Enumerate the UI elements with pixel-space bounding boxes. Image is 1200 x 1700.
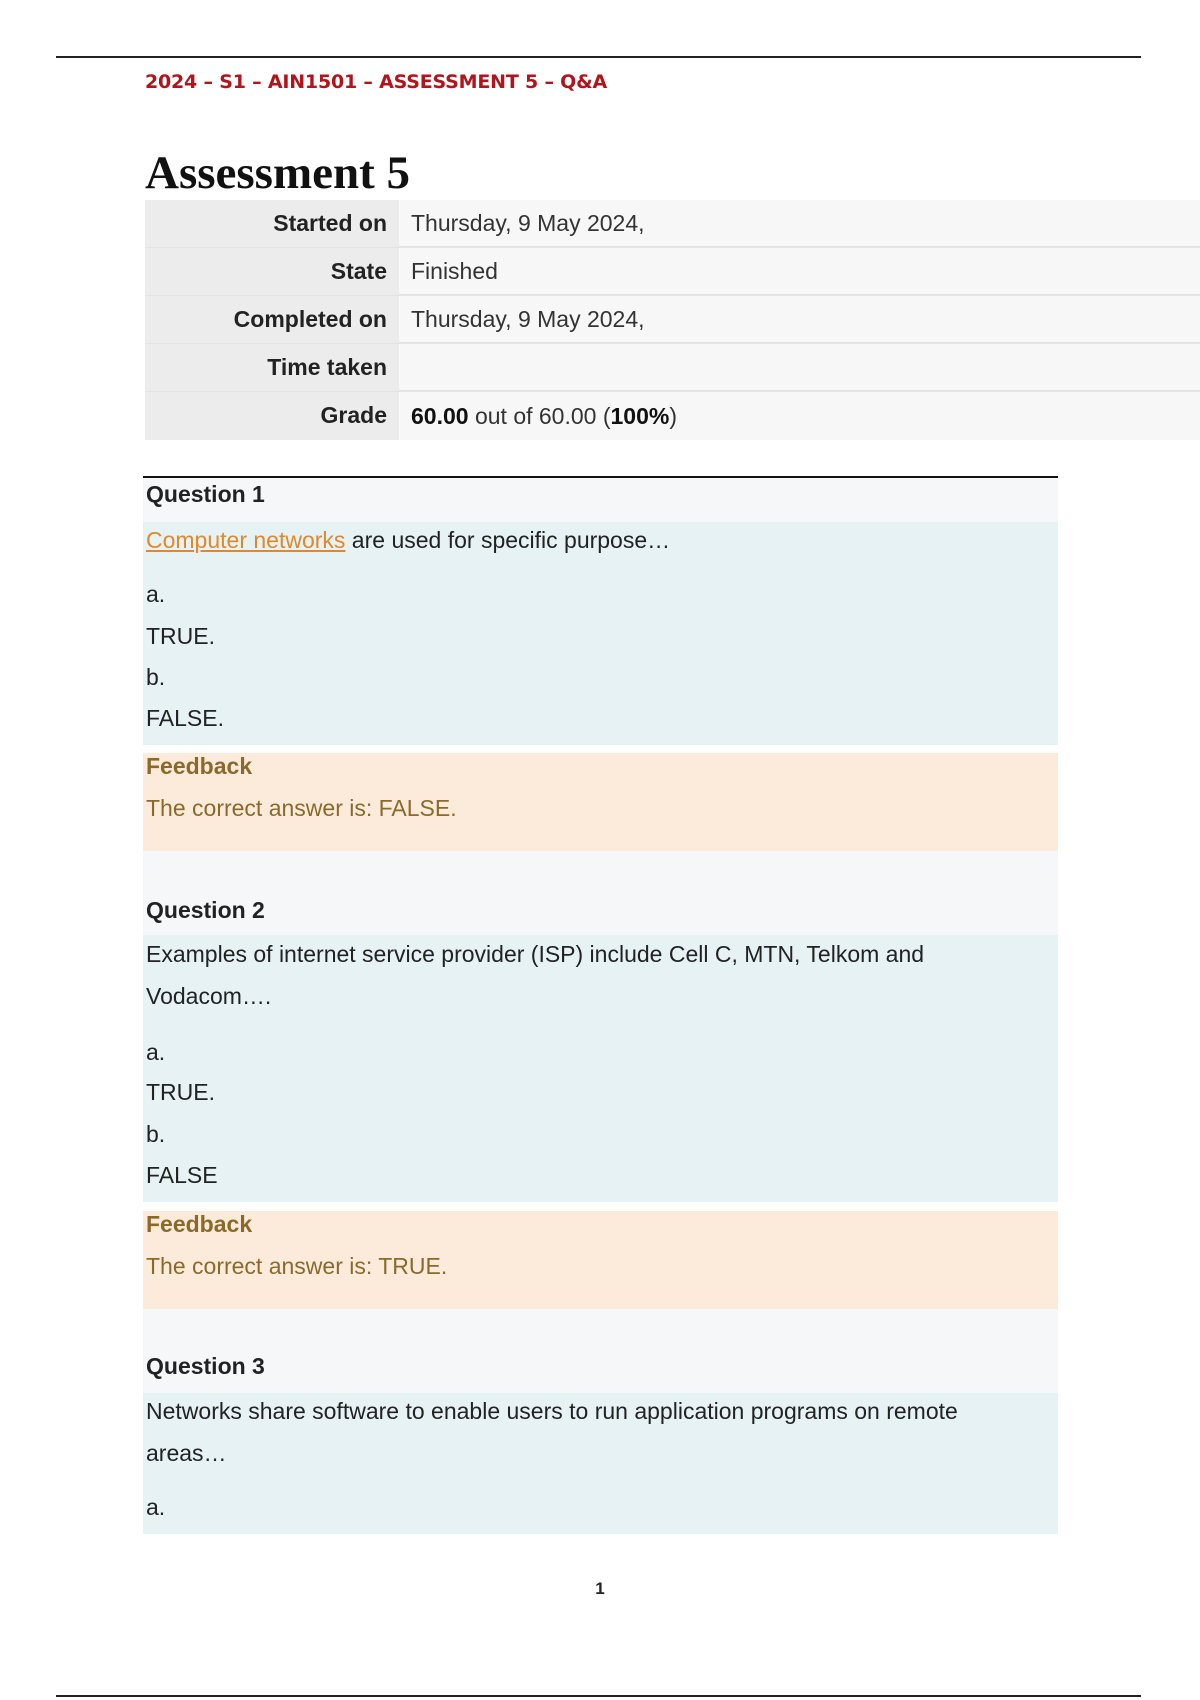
page-title: Assessment 5 xyxy=(145,147,411,199)
question-body xyxy=(143,522,1058,745)
question-text xyxy=(146,519,1028,561)
summary-row-started-on xyxy=(145,200,1200,247)
option-letter: b. xyxy=(146,1121,166,1147)
feedback-text: The correct answer is: FALSE. xyxy=(146,795,457,821)
question-header xyxy=(143,1309,1058,1393)
question-body xyxy=(143,935,1058,1202)
option-answer: TRUE. xyxy=(146,623,215,649)
summary-row-state xyxy=(145,247,1200,295)
question-number: Question 1 xyxy=(146,481,265,507)
question-text: Networks share software to enable users to run application programs on remote areas… xyxy=(146,1398,958,1466)
feedback-title: Feedback xyxy=(146,1211,253,1237)
option-letter: b. xyxy=(146,664,166,690)
feedback-text: The correct answer is: TRUE. xyxy=(146,1253,448,1279)
option-answer: TRUE. xyxy=(146,1079,215,1105)
question-header xyxy=(143,851,1058,935)
option-letter: a. xyxy=(146,1494,166,1520)
summary-row-grade xyxy=(145,391,1200,440)
document-header: 2024 – S1 – AIN1501 – ASSESSMENT 5 – Q&A xyxy=(145,71,607,93)
question-header xyxy=(143,478,1058,522)
summary-label: Started on xyxy=(145,200,399,247)
option-answer: FALSE. xyxy=(146,705,224,731)
summary-value: Thursday, 9 May 2024, xyxy=(399,295,1200,343)
grade-out-of: out of 60.00 ( xyxy=(468,402,611,429)
question-text-rest: are used for specific purpose… xyxy=(345,527,671,553)
feedback-box xyxy=(143,1211,1058,1309)
summary-label: State xyxy=(145,247,399,295)
attempt-summary-table xyxy=(145,200,1200,440)
summary-row-completed-on xyxy=(145,295,1200,343)
question-number: Question 3 xyxy=(146,1353,265,1379)
grade-percent: 100% xyxy=(610,402,670,429)
page-number: 1 xyxy=(595,1579,605,1598)
summary-value: Finished xyxy=(399,247,1200,295)
top-rule xyxy=(56,56,1141,58)
option-letter: a. xyxy=(146,581,166,607)
question-body xyxy=(143,1393,1058,1534)
summary-value xyxy=(399,391,1200,440)
question-number: Question 2 xyxy=(146,897,265,923)
option-letter: a. xyxy=(146,1039,166,1065)
question-text: Examples of internet service provider (ISP) include Cell C, MTN, Telkom and Vodacom…. xyxy=(146,941,925,1009)
glossary-link[interactable]: Computer networks xyxy=(146,527,346,553)
grade-score: 60.00 xyxy=(411,402,469,429)
option-answer: FALSE xyxy=(146,1162,218,1188)
summary-row-time-taken xyxy=(145,343,1200,391)
bottom-rule xyxy=(56,1695,1141,1697)
summary-value: Thursday, 9 May 2024, xyxy=(399,200,1200,247)
feedback-title: Feedback xyxy=(146,753,253,779)
summary-label: Grade xyxy=(145,391,399,440)
summary-label: Time taken xyxy=(145,343,399,391)
grade-close: ) xyxy=(669,402,677,429)
summary-value xyxy=(399,343,1200,391)
summary-label: Completed on xyxy=(145,295,399,343)
feedback-box xyxy=(143,753,1058,851)
